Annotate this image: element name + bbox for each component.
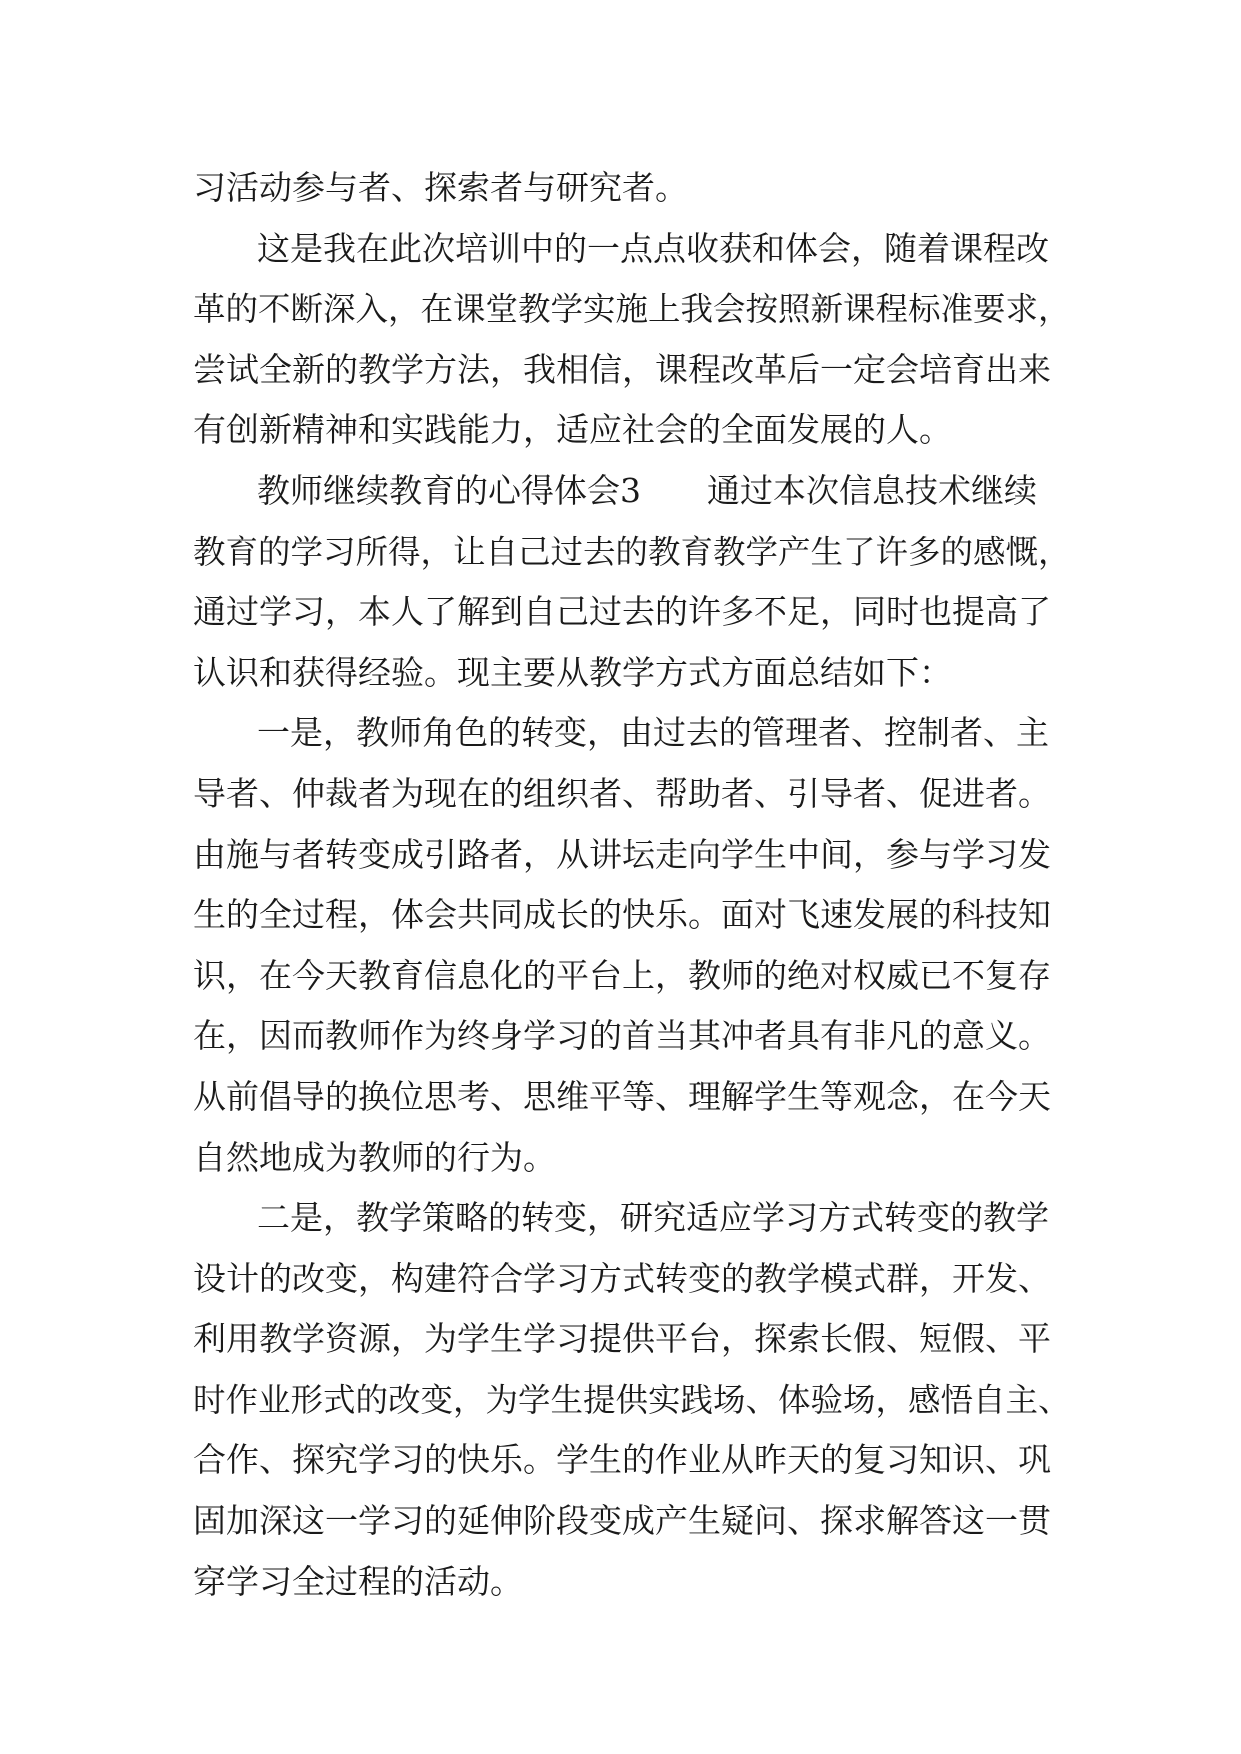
text-line: 时作业形式的改变，为学生提供实践场、体验场，感悟自主、 bbox=[193, 1380, 1071, 1419]
document-body bbox=[193, 158, 1073, 1612]
text-line: 在，因而教师作为终身学习的首当其冲者具有非凡的意义。 bbox=[193, 1016, 1051, 1056]
text-line: 有创新精神和实践能力，适应社会的全面发展的人。 bbox=[193, 410, 952, 450]
text-line: 教育的学习所得，让自己过去的教育教学产生了许多的感慨， bbox=[193, 532, 1071, 571]
text-line: 革的不断深入，在课堂教学实施上我会按照新课程标准要求， bbox=[193, 290, 1071, 329]
text-line: 一是，教师角色的转变，由过去的管理者、控制者、主 bbox=[257, 713, 1049, 753]
text-line: 二是，教学策略的转变，研究适应学习方式转变的教学 bbox=[257, 1198, 1049, 1238]
text-line: 习活动参与者、探索者与研究者。 bbox=[193, 168, 688, 207]
text-line: 利用教学资源，为学生学习提供平台，探索长假、短假、平 bbox=[193, 1319, 1051, 1359]
text-line: 从前倡导的换位思考、思维平等、理解学生等观念，在今天 bbox=[193, 1076, 1051, 1116]
text-line: 这是我在此次培训中的一点点收获和体会，随着课程改 bbox=[257, 228, 1049, 268]
text-line: 通过学习，本人了解到自己过去的许多不足，同时也提高了 bbox=[193, 592, 1051, 632]
text-line: 认识和获得经验。现主要从教学方式方面总结如下： bbox=[193, 652, 952, 692]
text-line: 识，在今天教育信息化的平台上，教师的绝对权威已不复存 bbox=[193, 955, 1051, 995]
text-line: 由施与者转变成引路者，从讲坛走向学生中间，参与学习发 bbox=[193, 834, 1051, 874]
text-line: 自然地成为教师的行为。 bbox=[193, 1137, 556, 1177]
text-line: 导者、仲裁者为现在的组织者、帮助者、引导者、促进者。 bbox=[193, 773, 1051, 813]
text-line: 穿学习全过程的活动。 bbox=[193, 1561, 523, 1601]
text-line: 设计的改变，构建符合学习方式转变的教学模式群，开发、 bbox=[193, 1258, 1051, 1298]
text-line: 教师继续教育的心得体会3 通过本次信息技术继续 bbox=[257, 470, 1037, 510]
text-line: 尝试全新的教学方法，我相信，课程改革后一定会培育出来 bbox=[193, 349, 1051, 389]
text-line: 固加深这一学习的延伸阶段变成产生疑问、探求解答这一贯 bbox=[193, 1501, 1051, 1541]
text-line: 生的全过程，体会共同成长的快乐。面对飞速发展的科技知 bbox=[193, 895, 1051, 935]
text-line: 合作、探究学习的快乐。学生的作业从昨天的复习知识、巩 bbox=[193, 1440, 1051, 1480]
